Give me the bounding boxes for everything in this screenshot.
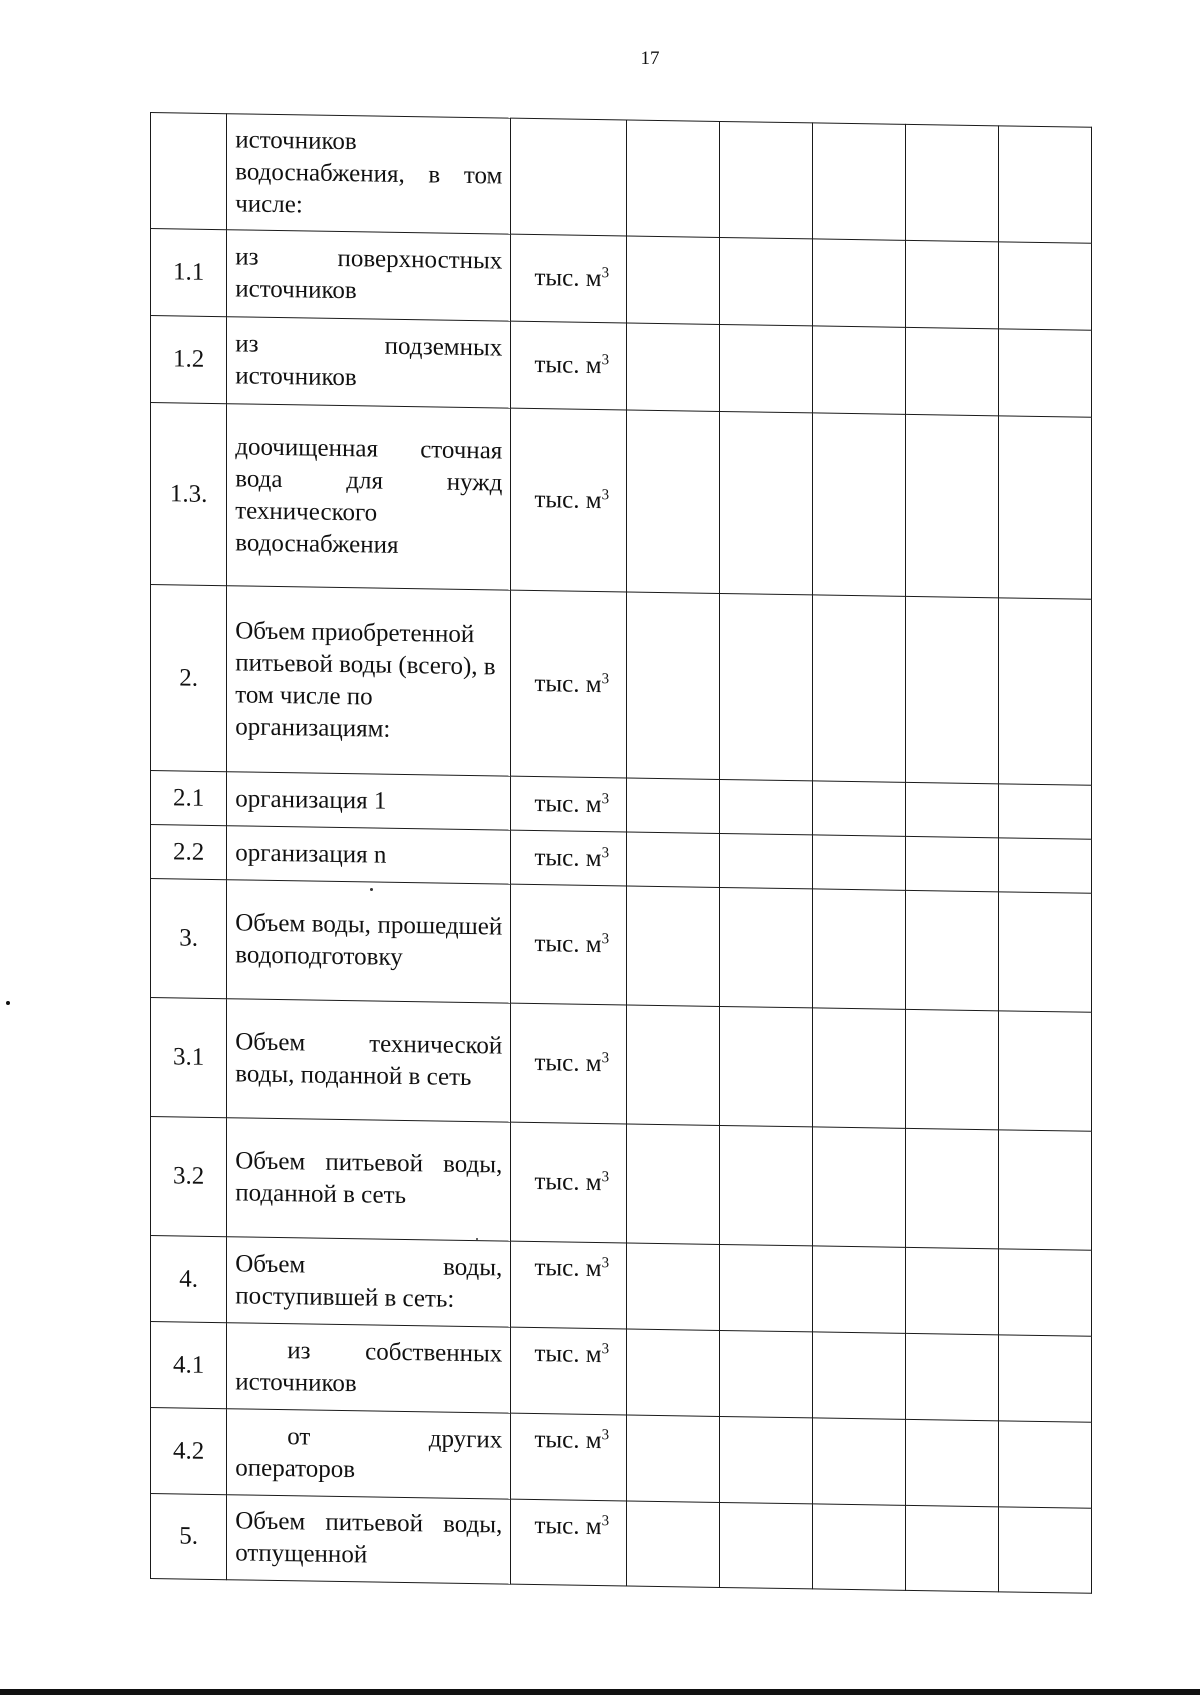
value-cell: [998, 242, 1091, 330]
row-number-cell: 4.: [151, 1236, 227, 1323]
table-row: [151, 998, 1092, 1132]
value-cell: [998, 1249, 1091, 1336]
value-cell: [720, 1330, 813, 1417]
value-cell: [813, 1246, 906, 1333]
row-unit-cell: [511, 118, 627, 236]
row-unit-cell: [511, 1327, 627, 1415]
value-cell: [906, 1333, 999, 1420]
scan-speck: [6, 1001, 10, 1005]
unit-text: тыс. м: [534, 485, 602, 514]
value-cell: [627, 1124, 720, 1244]
row-number-cell: 2.: [151, 585, 227, 772]
row-description-cell: от других операторов: [227, 1409, 511, 1499]
value-cell: [627, 592, 720, 779]
row-number-cell: 5.: [151, 1494, 227, 1580]
value-cell: [627, 832, 720, 887]
value-cell: [906, 1247, 999, 1334]
row-description-cell: Объем питьевой воды, поданной в сеть: [227, 1118, 511, 1241]
unit-text: тыс. м: [534, 789, 602, 818]
unit-superscript: 3: [601, 1341, 610, 1358]
value-cell: [627, 323, 720, 411]
value-cell: [906, 596, 999, 783]
value-cell: [720, 593, 813, 780]
value-cell: [720, 887, 813, 1007]
table-row: [151, 1236, 1092, 1337]
value-cell: [813, 1332, 906, 1419]
row-unit-cell: [511, 1241, 627, 1329]
unit-superscript: 3: [601, 790, 610, 807]
report-table-container: [150, 112, 1092, 1594]
row-number-cell: 3.: [151, 879, 227, 999]
value-cell: [720, 1006, 813, 1126]
row-number-cell: 3.1: [151, 998, 227, 1118]
value-cell: [998, 1335, 1091, 1422]
value-cell: [720, 237, 813, 325]
value-cell: [998, 784, 1091, 839]
unit-superscript: 3: [601, 1255, 610, 1272]
unit-superscript: 3: [601, 486, 610, 503]
table-row: [151, 1322, 1092, 1423]
value-cell: [906, 890, 999, 1010]
row-number-cell: 3.2: [151, 1117, 227, 1237]
table-row: [151, 879, 1092, 1013]
value-cell: [906, 1505, 999, 1591]
value-cell: [906, 1128, 999, 1248]
value-cell: [720, 1502, 813, 1588]
page-number: 17: [640, 48, 660, 69]
value-cell: [627, 120, 720, 237]
unit-superscript: 3: [601, 931, 610, 948]
value-cell: [720, 833, 813, 888]
report-table: [150, 112, 1092, 1594]
value-cell: [813, 413, 906, 596]
value-cell: [627, 410, 720, 593]
value-cell: [998, 1507, 1091, 1593]
unit-text: тыс. м: [534, 1340, 602, 1369]
value-cell: [998, 1421, 1091, 1508]
row-number-cell: 4.1: [151, 1322, 227, 1409]
row-description-cell: доочищенная сточная вода для нужд технического водоснабжения: [227, 404, 511, 590]
row-description-cell: Объем воды, прошедшей водоподготовку: [227, 880, 511, 1003]
row-number-cell: 4.2: [151, 1408, 227, 1495]
value-cell: [998, 329, 1091, 417]
row-description-cell: организация n: [227, 826, 511, 884]
row-number-cell: 1.3.: [151, 403, 227, 586]
value-cell: [906, 327, 999, 415]
value-cell: [906, 1419, 999, 1506]
unit-superscript: 3: [601, 1169, 610, 1186]
table-row: [151, 316, 1092, 418]
value-cell: [998, 838, 1091, 893]
row-number-cell: 2.2: [151, 825, 227, 880]
value-cell: [906, 240, 999, 328]
value-cell: [720, 779, 813, 834]
value-cell: [720, 1416, 813, 1503]
row-description-cell: Объем питьевой воды, отпущенной: [227, 1495, 511, 1584]
row-number-cell: 2.1: [151, 771, 227, 826]
value-cell: [720, 121, 813, 238]
value-cell: [998, 892, 1091, 1012]
row-description-cell: из поверхностных источников: [227, 230, 511, 321]
unit-superscript: 3: [601, 265, 610, 282]
row-unit-cell: [511, 776, 627, 832]
value-cell: [627, 1243, 720, 1330]
row-unit-cell: [511, 590, 627, 778]
value-cell: [813, 1418, 906, 1505]
unit-text: тыс. м: [534, 1168, 602, 1197]
row-unit-cell: [511, 234, 627, 323]
row-unit-cell: [511, 1413, 627, 1501]
table-row: [151, 113, 1092, 244]
row-description-cell: из собственных источников: [227, 1323, 511, 1413]
value-cell: [998, 126, 1091, 243]
value-cell: [720, 324, 813, 412]
unit-text: тыс. м: [534, 1426, 602, 1455]
value-cell: [813, 1008, 906, 1128]
value-cell: [998, 598, 1091, 785]
table-row: [151, 1494, 1092, 1594]
row-description-cell: Объем воды, поступившей в сеть:: [227, 1237, 511, 1327]
unit-text: тыс. м: [534, 1512, 602, 1541]
row-unit-cell: [511, 830, 627, 886]
bottom-edge-rule: [0, 1689, 1200, 1695]
table-row: [151, 229, 1092, 331]
value-cell: [627, 1005, 720, 1125]
row-description-cell: Объем приобретенной питьевой воды (всего), в том числе по организациям:: [227, 586, 511, 776]
unit-superscript: 3: [601, 1427, 610, 1444]
value-cell: [813, 595, 906, 782]
unit-text: тыс. м: [534, 1254, 602, 1283]
value-cell: [813, 123, 906, 240]
row-unit-cell: [511, 884, 627, 1005]
value-cell: [813, 781, 906, 836]
value-cell: [906, 782, 999, 837]
row-unit-cell: [511, 408, 627, 592]
unit-superscript: 3: [601, 1513, 610, 1530]
row-number-cell: 1.1: [151, 229, 227, 317]
value-cell: [998, 1130, 1091, 1250]
table-row: [151, 403, 1092, 600]
row-unit-cell: [511, 1499, 627, 1586]
value-cell: [720, 1244, 813, 1331]
value-cell: [998, 416, 1091, 599]
row-unit-cell: [511, 1003, 627, 1124]
value-cell: [813, 239, 906, 327]
unit-text: тыс. м: [534, 1049, 602, 1078]
unit-text: тыс. м: [534, 930, 602, 959]
value-cell: [627, 886, 720, 1006]
value-cell: [813, 835, 906, 890]
value-cell: [627, 236, 720, 324]
value-cell: [906, 1009, 999, 1129]
row-description-cell: Объем технической воды, поданной в сеть: [227, 999, 511, 1122]
table-row: [151, 1408, 1092, 1509]
value-cell: [906, 836, 999, 891]
unit-text: тыс. м: [534, 351, 602, 380]
row-description-cell: организация 1: [227, 772, 511, 830]
value-cell: [720, 411, 813, 594]
value-cell: [720, 1125, 813, 1245]
row-number-cell: 1.2: [151, 316, 227, 404]
value-cell: [627, 1501, 720, 1587]
unit-superscript: 3: [601, 844, 610, 861]
value-cell: [813, 1127, 906, 1247]
value-cell: [627, 1415, 720, 1502]
value-cell: [813, 1504, 906, 1590]
table-row: [151, 585, 1092, 786]
row-description-cell: источников водоснабжения, в том числе:: [227, 114, 511, 234]
row-unit-cell: [511, 1122, 627, 1243]
unit-text: тыс. м: [534, 669, 602, 698]
row-unit-cell: [511, 321, 627, 410]
unit-text: тыс. м: [534, 264, 602, 293]
value-cell: [627, 1329, 720, 1416]
value-cell: [813, 889, 906, 1009]
row-description-cell: из подземных источников: [227, 317, 511, 408]
value-cell: [627, 778, 720, 833]
unit-text: тыс. м: [534, 843, 602, 872]
unit-superscript: 3: [601, 670, 610, 687]
value-cell: [906, 124, 999, 241]
value-cell: [998, 1011, 1091, 1131]
value-cell: [906, 414, 999, 597]
row-number-cell: [151, 113, 227, 230]
unit-superscript: 3: [601, 352, 610, 369]
unit-superscript: 3: [601, 1050, 610, 1067]
table-row: [151, 1117, 1092, 1251]
value-cell: [813, 326, 906, 414]
